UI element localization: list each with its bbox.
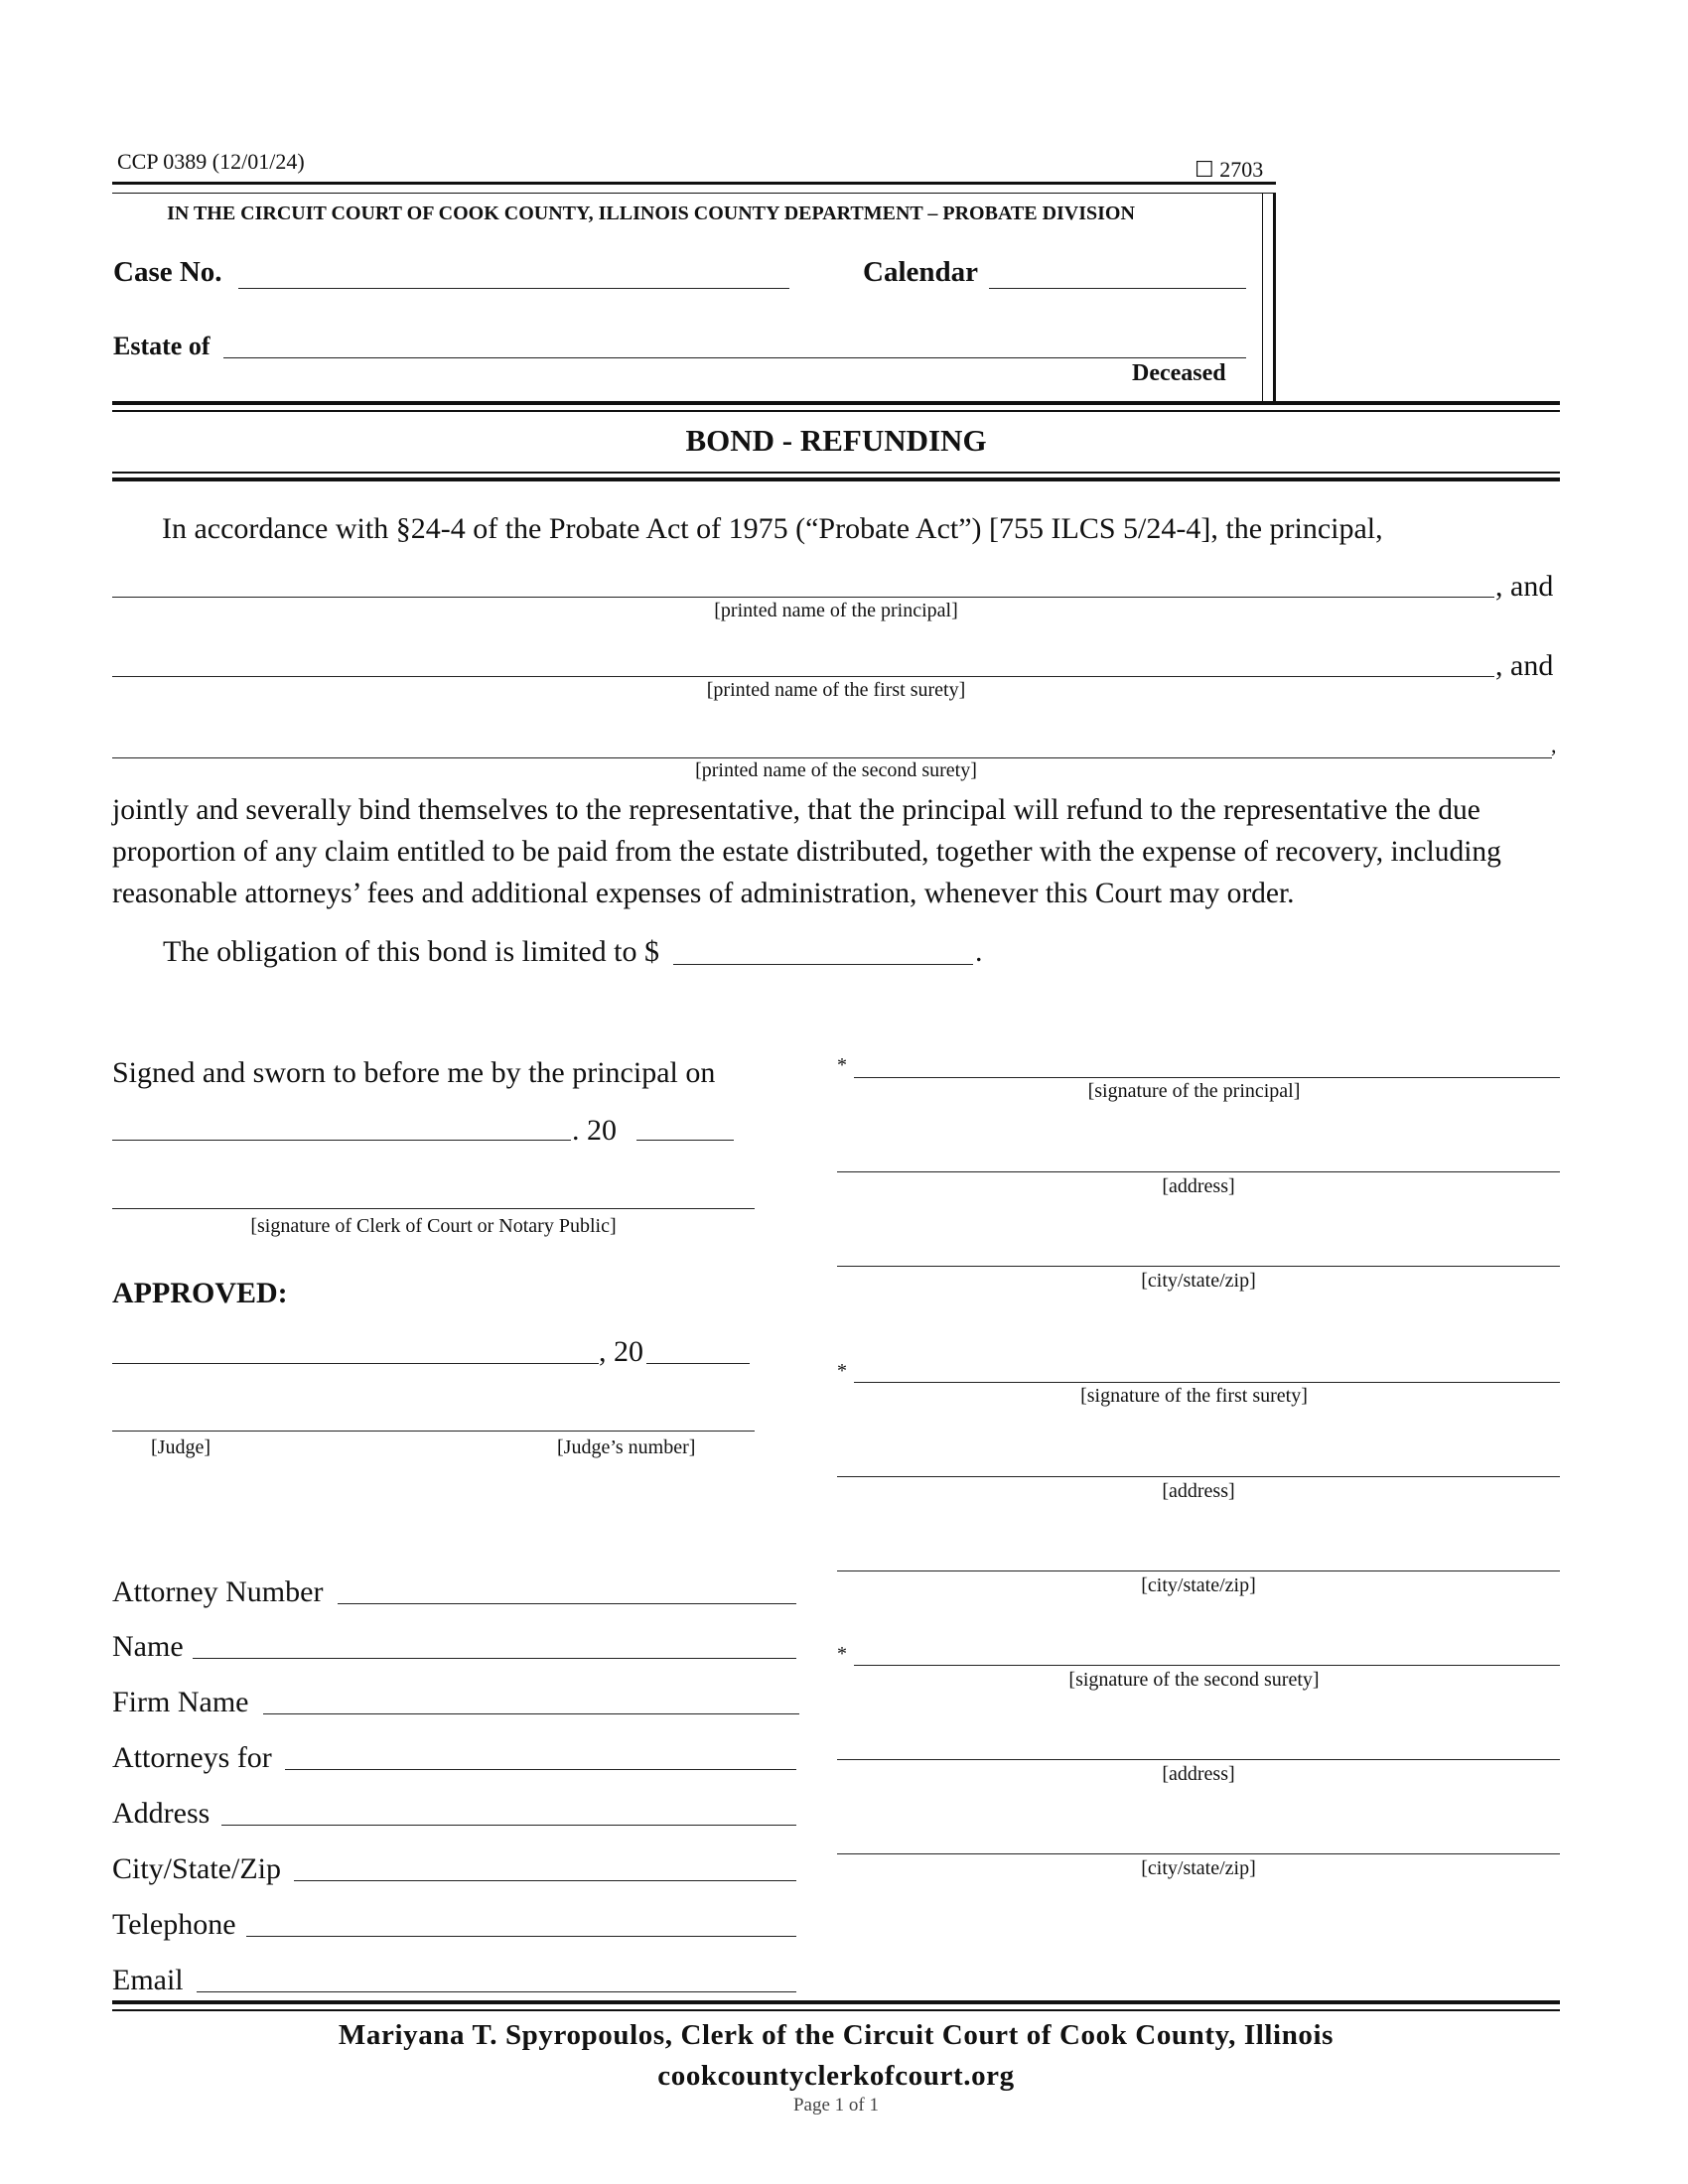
- header-box-right-rule-thin: [1262, 193, 1263, 401]
- signed-sworn-text: Signed and sworn to before me by the principal on: [112, 1056, 716, 1089]
- asterisk-second-surety: *: [837, 1643, 847, 1665]
- principal-city-caption: [city/state/zip]: [1141, 1270, 1256, 1292]
- caption-second-surety-name: [printed name of the second surety]: [695, 759, 977, 781]
- principal-address-line[interactable]: [837, 1171, 1560, 1172]
- attorney-number-label: Attorney Number: [112, 1575, 324, 1608]
- form-title: BOND - REFUNDING: [685, 423, 987, 458]
- header-box-top-rule-thin: [112, 193, 1276, 194]
- attorney-name-input[interactable]: [193, 1628, 796, 1659]
- paragraph-line-1: jointly and severally bind themselves to the representative, that the principal will refund to the representative the due: [112, 794, 1480, 826]
- first-surety-address-line[interactable]: [837, 1476, 1560, 1477]
- first-surety-city-line[interactable]: [837, 1570, 1560, 1571]
- telephone-label: Telephone: [112, 1908, 236, 1941]
- sworn-year-prefix: . 20: [572, 1114, 617, 1147]
- footer-page-number: Page 1 of 1: [792, 2095, 879, 2116]
- principal-city-line[interactable]: [837, 1266, 1560, 1267]
- attorney-city-label: City/State/Zip: [112, 1852, 281, 1885]
- approved-year-input[interactable]: [646, 1333, 750, 1364]
- clerk-signature-line[interactable]: [112, 1208, 755, 1209]
- attorneys-for-label: Attorneys for: [112, 1741, 272, 1774]
- calendar-input[interactable]: [989, 258, 1246, 289]
- judge-number-caption: [Judge’s number]: [557, 1436, 696, 1458]
- second-surety-address-line[interactable]: [837, 1759, 1560, 1760]
- case-no-label: Case No.: [113, 256, 222, 288]
- paragraph-line-2: proportion of any claim entitled to be paid from the estate distributed, together with the expense of recovery, including: [112, 836, 1501, 868]
- caption-principal-name: [printed name of the principal]: [714, 600, 958, 621]
- email-input[interactable]: [197, 1962, 796, 1992]
- caption-first-surety-name: [printed name of the first surety]: [706, 679, 966, 701]
- sworn-year-input[interactable]: [636, 1110, 734, 1141]
- deceased-label: Deceased: [1132, 360, 1226, 386]
- principal-signature-line[interactable]: [854, 1077, 1560, 1078]
- asterisk-first-surety: *: [837, 1360, 847, 1382]
- court-title: IN THE CIRCUIT COURT OF COOK COUNTY, ILLINOIS COUNTY DEPARTMENT – PROBATE DIVISION: [167, 203, 1135, 224]
- clerk-signature-caption: [signature of Clerk of Court or Notary Public]: [250, 1215, 617, 1237]
- paragraph-line-3: reasonable attorneys’ fees and additional expenses of administration, whenever this Court may order.: [112, 878, 1295, 909]
- second-surety-address-caption: [address]: [1162, 1763, 1235, 1785]
- title-top-rule-thin: [112, 410, 1560, 412]
- footer-clerk-name: Mariyana T. Spyropoulos, Clerk of the Circuit Court of Cook County, Illinois: [338, 2019, 1335, 2051]
- first-surety-signature-caption: [signature of the first surety]: [1080, 1385, 1308, 1407]
- first-surety-address-caption: [address]: [1162, 1480, 1235, 1502]
- footer-rule-thick: [112, 2000, 1560, 2004]
- second-surety-signature-caption: [signature of the second surety]: [1068, 1669, 1320, 1691]
- telephone-input[interactable]: [246, 1906, 796, 1937]
- judge-caption: [Judge]: [151, 1436, 211, 1458]
- second-surety-signature-line[interactable]: [854, 1665, 1560, 1666]
- attorneys-for-input[interactable]: [285, 1739, 796, 1770]
- sworn-date-input[interactable]: [112, 1110, 571, 1141]
- and-text-2: , and: [1495, 649, 1554, 682]
- obligation-period: .: [975, 935, 983, 968]
- attorney-address-input[interactable]: [221, 1795, 796, 1826]
- calendar-label: Calendar: [863, 256, 978, 288]
- attorney-name-label: Name: [112, 1630, 184, 1663]
- principal-name-input[interactable]: [112, 567, 1494, 598]
- attorney-city-input[interactable]: [294, 1850, 796, 1881]
- email-label: Email: [112, 1964, 184, 1996]
- title-bottom-rule: [112, 478, 1560, 481]
- title-bottom-rule-thin: [112, 472, 1560, 474]
- form-code: CCP 0389 (12/01/24): [117, 149, 305, 174]
- footer-rule-thin: [112, 2009, 1560, 2011]
- approved-year-prefix: , 20: [599, 1335, 643, 1368]
- obligation-label: The obligation of this bond is limited to $: [163, 935, 659, 968]
- case-no-input[interactable]: [238, 258, 789, 289]
- judge-signature-line[interactable]: [112, 1431, 755, 1432]
- first-surety-name-input[interactable]: [112, 646, 1494, 677]
- attorney-number-input[interactable]: [338, 1573, 796, 1604]
- second-surety-city-caption: [city/state/zip]: [1141, 1857, 1256, 1879]
- approved-date-input[interactable]: [112, 1333, 599, 1364]
- approved-heading: APPROVED:: [112, 1277, 288, 1309]
- second-surety-city-line[interactable]: [837, 1853, 1560, 1854]
- header-box-right-rule: [1273, 193, 1276, 401]
- attorney-address-label: Address: [112, 1797, 211, 1830]
- firm-name-input[interactable]: [263, 1684, 799, 1714]
- asterisk-principal: *: [837, 1054, 847, 1076]
- first-surety-city-caption: [city/state/zip]: [1141, 1574, 1256, 1596]
- principal-signature-caption: [signature of the principal]: [1087, 1080, 1301, 1102]
- estate-of-input[interactable]: [223, 328, 1246, 358]
- first-surety-signature-line[interactable]: [854, 1382, 1560, 1383]
- obligation-amount-input[interactable]: [673, 934, 973, 965]
- second-surety-name-input[interactable]: [112, 728, 1552, 758]
- estate-of-label: Estate of: [113, 332, 211, 360]
- firm-name-label: Firm Name: [112, 1686, 249, 1718]
- form-box-code: ☐ 2703: [1195, 157, 1264, 182]
- title-top-rule: [112, 401, 1560, 405]
- comma-text-3: ,: [1551, 733, 1557, 757]
- intro-text: In accordance with §24-4 of the Probate Act of 1975 (“Probate Act”) [755 ILCS 5/24-4], the principal,: [162, 512, 1383, 545]
- footer-website[interactable]: cookcountyclerkofcourt.org: [657, 2060, 1015, 2092]
- principal-address-caption: [address]: [1162, 1175, 1235, 1197]
- and-text-1: , and: [1495, 570, 1554, 603]
- header-box-top-rule: [112, 182, 1276, 185]
